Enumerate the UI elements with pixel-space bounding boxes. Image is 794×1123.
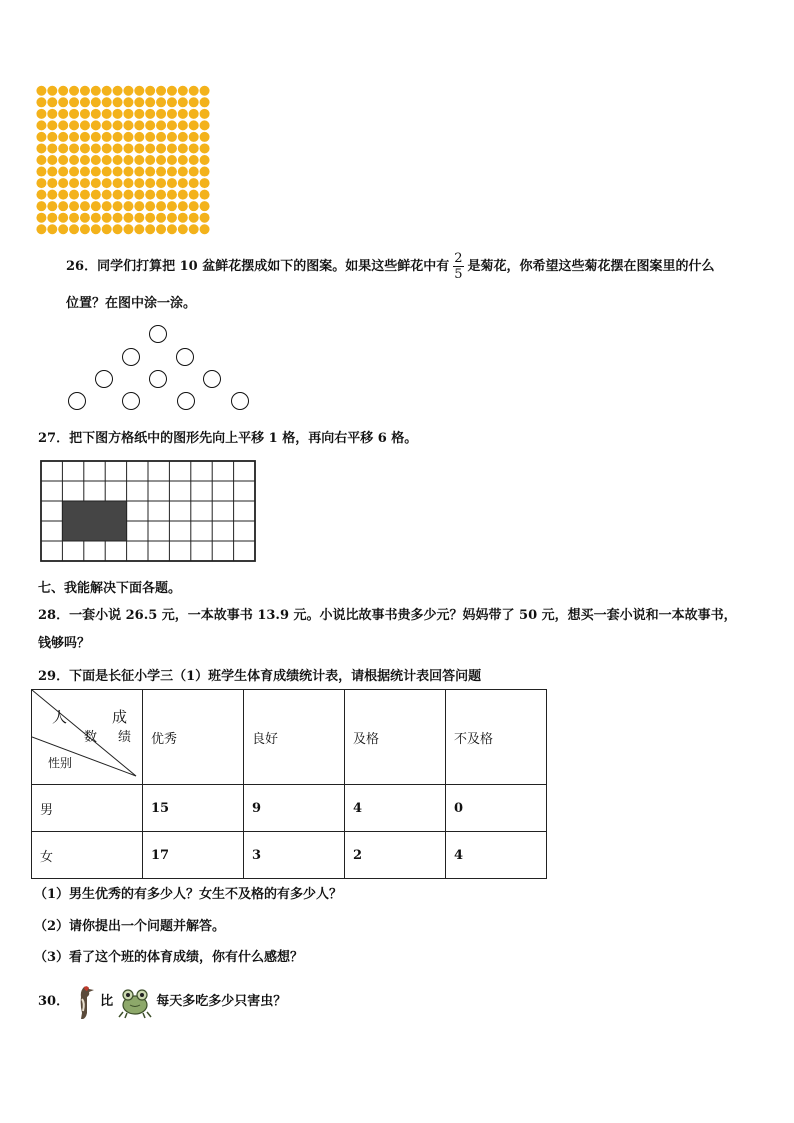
pe-score-table <box>31 689 547 879</box>
dot <box>47 120 57 130</box>
fraction-numerator: 2 <box>454 251 463 266</box>
dot <box>123 86 133 96</box>
dot <box>189 213 199 223</box>
dot <box>113 132 123 142</box>
question-30-number: 30． <box>38 994 70 1009</box>
dot <box>167 224 177 234</box>
dot <box>91 86 101 96</box>
row-label-girls: 女 <box>32 832 143 879</box>
question-30-text: 每天多吃多少只害虫？ <box>156 994 287 1009</box>
dot <box>91 178 101 188</box>
dot <box>36 190 46 200</box>
dot <box>123 143 133 153</box>
dot <box>178 224 188 234</box>
dot <box>156 213 166 223</box>
dot <box>36 143 46 153</box>
dot <box>167 97 177 107</box>
dot <box>134 167 144 177</box>
dot <box>200 109 210 119</box>
dot <box>200 190 210 200</box>
question-27-text: 27．把下图方格纸中的图形先向上平移 1 格，再向右平移 6 格。 <box>38 431 418 446</box>
dot <box>36 155 46 165</box>
dot <box>178 167 188 177</box>
dot <box>69 201 79 211</box>
dot <box>69 143 79 153</box>
dot <box>145 155 155 165</box>
dot <box>145 86 155 96</box>
dot <box>36 178 46 188</box>
table-row <box>32 785 547 832</box>
dot <box>145 143 155 153</box>
dot <box>189 120 199 130</box>
dot <box>167 120 177 130</box>
dot <box>113 155 123 165</box>
header-good: 良好 <box>244 690 345 785</box>
dot <box>178 143 188 153</box>
dot <box>189 201 199 211</box>
dot <box>145 213 155 223</box>
question-30 <box>38 982 286 1022</box>
dot <box>178 201 188 211</box>
fraction-denominator: 5 <box>454 267 463 282</box>
dot <box>156 143 166 153</box>
question-30-bi: 比 <box>100 994 114 1009</box>
dot <box>47 86 57 96</box>
dot <box>134 213 144 223</box>
dot <box>156 132 166 142</box>
dot <box>113 109 123 119</box>
dot <box>123 132 133 142</box>
dot <box>156 178 166 188</box>
dot <box>189 224 199 234</box>
dot <box>178 155 188 165</box>
dot <box>91 213 101 223</box>
flower-circle[interactable] <box>149 325 167 343</box>
dot <box>102 167 112 177</box>
dot <box>167 143 177 153</box>
question-28-line1: 28．一套小说 26.5 元，一本故事书 13.9 元。小说比故事书贵多少元？妈妈带了 50 元，想买一套小说和一本故事书， <box>38 608 737 623</box>
question-28-line2: 钱够吗？ <box>38 636 91 651</box>
dot <box>167 132 177 142</box>
question-26-line1 <box>66 252 715 281</box>
dot <box>47 109 57 119</box>
dot <box>134 132 144 142</box>
dot <box>200 201 210 211</box>
dot <box>145 167 155 177</box>
dot <box>80 201 90 211</box>
dot <box>167 201 177 211</box>
dot <box>113 178 123 188</box>
dot <box>167 190 177 200</box>
dot <box>113 201 123 211</box>
dot <box>200 213 210 223</box>
dot <box>200 86 210 96</box>
dot <box>134 97 144 107</box>
flower-circle[interactable] <box>177 392 195 410</box>
diag-label-ren: 人 <box>52 708 68 726</box>
table-cell: 4 <box>446 832 547 879</box>
dot <box>69 86 79 96</box>
dot <box>123 178 133 188</box>
dot <box>134 109 144 119</box>
dot <box>145 97 155 107</box>
dot <box>123 167 133 177</box>
flower-circle[interactable] <box>68 392 86 410</box>
dot <box>80 155 90 165</box>
dot <box>69 120 79 130</box>
dot <box>102 132 112 142</box>
dot <box>134 143 144 153</box>
diag-label-cheng: 成 <box>112 708 128 726</box>
dot <box>189 97 199 107</box>
dot <box>178 120 188 130</box>
dot <box>58 155 68 165</box>
dot <box>200 167 210 177</box>
dot <box>167 178 177 188</box>
dot <box>178 132 188 142</box>
dot <box>178 86 188 96</box>
dot <box>200 178 210 188</box>
dot <box>80 120 90 130</box>
dot <box>91 109 101 119</box>
dot <box>134 120 144 130</box>
dot <box>145 224 155 234</box>
dot <box>113 213 123 223</box>
dot <box>58 213 68 223</box>
dot <box>167 213 177 223</box>
dot <box>156 155 166 165</box>
dot <box>102 143 112 153</box>
dot <box>189 86 199 96</box>
question-29-title: 29．下面是长征小学三（1）班学生体育成绩统计表，请根据统计表回答问题 <box>38 669 482 684</box>
dot <box>156 201 166 211</box>
dot <box>47 97 57 107</box>
dot <box>80 167 90 177</box>
question-26-line2: 位置？在图中涂一涂。 <box>66 296 197 311</box>
table-cell: 15 <box>143 785 244 832</box>
dot <box>58 132 68 142</box>
dot <box>36 132 46 142</box>
dot <box>156 167 166 177</box>
dot <box>58 224 68 234</box>
dot <box>123 120 133 130</box>
flower-circle[interactable] <box>95 370 113 388</box>
dot <box>102 190 112 200</box>
dot <box>69 97 79 107</box>
dot <box>91 190 101 200</box>
shaded-rectangle[interactable] <box>62 501 126 541</box>
dot <box>80 109 90 119</box>
diagonal-header-cell <box>32 690 143 785</box>
dot <box>167 167 177 177</box>
dot <box>91 143 101 153</box>
dot <box>47 213 57 223</box>
table-header-row <box>32 690 547 785</box>
dot <box>113 224 123 234</box>
row-label-boys: 男 <box>32 785 143 832</box>
dot <box>69 167 79 177</box>
dot <box>123 97 133 107</box>
diag-label-ji: 绩 <box>118 730 132 745</box>
dot <box>123 155 133 165</box>
dot <box>145 190 155 200</box>
dot <box>36 167 46 177</box>
dot <box>156 190 166 200</box>
dot <box>167 109 177 119</box>
table-cell: 3 <box>244 832 345 879</box>
dot <box>47 201 57 211</box>
dot <box>145 120 155 130</box>
section-7-title: 七、我能解决下面各题。 <box>38 581 182 596</box>
flower-circle[interactable] <box>203 370 221 388</box>
dot <box>102 120 112 130</box>
dot <box>80 86 90 96</box>
woodpecker-icon <box>74 983 96 1021</box>
dot <box>145 178 155 188</box>
dot <box>178 97 188 107</box>
dot <box>58 120 68 130</box>
dot <box>69 224 79 234</box>
dot <box>134 201 144 211</box>
dot <box>80 143 90 153</box>
dot <box>134 155 144 165</box>
dot <box>36 109 46 119</box>
table-cell: 4 <box>345 785 446 832</box>
dot <box>80 190 90 200</box>
question-29-sub3: （3）看了这个班的体育成绩，你有什么感想？ <box>34 950 304 965</box>
flower-circle[interactable] <box>122 348 140 366</box>
dot <box>47 155 57 165</box>
dot <box>102 109 112 119</box>
dot <box>58 97 68 107</box>
dot <box>36 120 46 130</box>
dot <box>113 143 123 153</box>
dot <box>134 178 144 188</box>
header-pass: 及格 <box>345 690 446 785</box>
diag-label-shu: 数 <box>84 730 98 745</box>
dot <box>156 97 166 107</box>
dot <box>200 132 210 142</box>
dot <box>80 224 90 234</box>
dot <box>178 213 188 223</box>
dot <box>123 201 133 211</box>
dot <box>80 178 90 188</box>
question-26-text-b: 是菊花，你希望这些菊花摆在图案里的什么 <box>467 259 715 274</box>
dot <box>189 178 199 188</box>
flower-circle[interactable] <box>149 370 167 388</box>
dot-grid-figure <box>36 85 210 235</box>
dot <box>91 97 101 107</box>
table-cell: 2 <box>345 832 446 879</box>
dot <box>178 109 188 119</box>
diag-label-xingbie: 性别 <box>48 756 73 770</box>
question-26-text-a: 同学们打算把 10 盆鲜花摆成如下的图案。如果这些鲜花中有 <box>97 259 450 274</box>
dot <box>189 190 199 200</box>
dot <box>200 224 210 234</box>
dot <box>36 224 46 234</box>
dot <box>123 190 133 200</box>
dot <box>58 167 68 177</box>
dot <box>156 224 166 234</box>
dot <box>91 155 101 165</box>
dot <box>69 132 79 142</box>
dot <box>69 178 79 188</box>
flower-circle[interactable] <box>122 392 140 410</box>
dot <box>156 86 166 96</box>
dot <box>200 143 210 153</box>
dot <box>156 109 166 119</box>
dot <box>113 120 123 130</box>
flower-circle[interactable] <box>231 392 249 410</box>
dot <box>36 201 46 211</box>
grid-paper <box>40 460 258 566</box>
dot <box>145 109 155 119</box>
dot <box>189 167 199 177</box>
dot <box>47 167 57 177</box>
dot <box>58 190 68 200</box>
header-excellent: 优秀 <box>143 690 244 785</box>
dot <box>36 97 46 107</box>
dot <box>134 224 144 234</box>
dot <box>189 132 199 142</box>
dot <box>91 120 101 130</box>
dot <box>47 178 57 188</box>
dot <box>36 213 46 223</box>
dot <box>189 109 199 119</box>
dot <box>123 109 133 119</box>
dot <box>102 201 112 211</box>
dot <box>102 86 112 96</box>
dot <box>200 155 210 165</box>
dot <box>134 190 144 200</box>
dot <box>113 86 123 96</box>
dot <box>178 178 188 188</box>
dot <box>58 201 68 211</box>
dot <box>80 97 90 107</box>
question-26-number: 26． <box>66 259 98 274</box>
dot <box>123 213 133 223</box>
dot <box>69 109 79 119</box>
dot <box>102 178 112 188</box>
dot <box>102 224 112 234</box>
dot <box>91 224 101 234</box>
dot <box>102 213 112 223</box>
dot <box>69 213 79 223</box>
dot <box>167 86 177 96</box>
dot <box>36 86 46 96</box>
dot <box>69 190 79 200</box>
dot <box>113 167 123 177</box>
dot <box>91 167 101 177</box>
dot <box>189 155 199 165</box>
dot <box>47 132 57 142</box>
table-cell: 17 <box>143 832 244 879</box>
dot <box>47 143 57 153</box>
dot <box>58 178 68 188</box>
dot <box>91 201 101 211</box>
dot <box>113 190 123 200</box>
dot <box>200 120 210 130</box>
dot <box>47 224 57 234</box>
frog-icon <box>118 985 152 1019</box>
question-29-sub2: （2）请你提出一个问题并解答。 <box>34 919 226 934</box>
dot <box>113 97 123 107</box>
dot <box>123 224 133 234</box>
dot <box>58 86 68 96</box>
dot <box>58 143 68 153</box>
dot <box>189 143 199 153</box>
dot <box>80 213 90 223</box>
dot <box>145 201 155 211</box>
table-cell: 9 <box>244 785 345 832</box>
question-29-sub1: （1）男生优秀的有多少人？女生不及格的有多少人？ <box>34 887 343 902</box>
dot <box>80 132 90 142</box>
flower-circle[interactable] <box>176 348 194 366</box>
dot <box>145 132 155 142</box>
dot <box>156 120 166 130</box>
dot <box>91 132 101 142</box>
dot <box>167 155 177 165</box>
dot <box>178 190 188 200</box>
dot <box>102 155 112 165</box>
header-fail: 不及格 <box>446 690 547 785</box>
table-row <box>32 832 547 879</box>
fraction-two-fifths <box>453 252 463 281</box>
dot <box>102 97 112 107</box>
dot <box>69 155 79 165</box>
dot <box>200 97 210 107</box>
dot <box>134 86 144 96</box>
table-cell: 0 <box>446 785 547 832</box>
dot <box>47 190 57 200</box>
dot <box>58 109 68 119</box>
